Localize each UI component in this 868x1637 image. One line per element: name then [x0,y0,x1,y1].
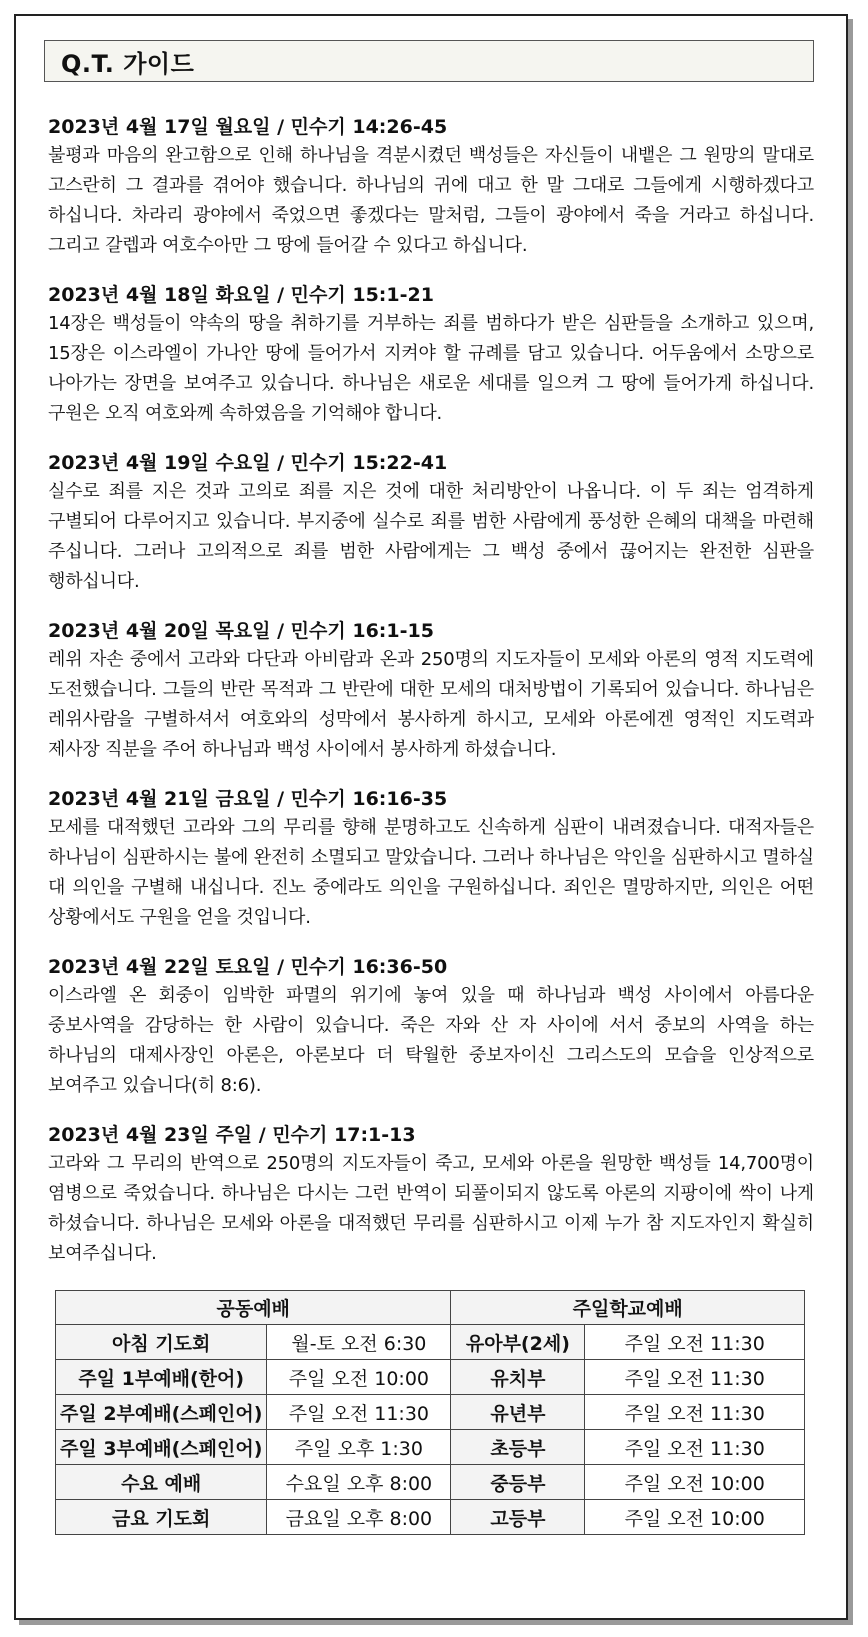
entry-title: 2023년 4월 22일 토요일 / 민수기 16:36-50 [48,956,448,978]
service-time: 주일 오후 1:30 [267,1430,451,1465]
table-row [56,1395,805,1430]
entry-title: 2023년 4월 17일 월요일 / 민수기 14:26-45 [48,116,448,138]
school-time: 주일 오전 11:30 [585,1430,805,1465]
table-row [56,1465,805,1500]
qt-entry [48,786,814,933]
entry-title: 2023년 4월 23일 주일 / 민수기 17:1-13 [48,1124,416,1146]
table-header-row [56,1291,805,1325]
service-time: 주일 오전 10:00 [267,1360,451,1395]
table-row [56,1500,805,1535]
entry-body: 모세를 대적했던 고라와 그의 무리를 향해 분명하고도 신속하게 심판이 내려졌습니다. 대적자들은 하나님이 심판하시는 불에 완전히 소멸되고 말았습니다. 그러나 하나님은 악인을 심판하시고 멸하실 대 의인을 구별해 내십니다. 진노 중에라도 의인을 구원하십니다. 죄인은 멸망하지만, 의인은 어떤 상황에서도 구원을 얻을 것입니다. [48,817,814,928]
table-row [56,1430,805,1465]
section-title: Q.T. 가이드 [61,49,195,78]
table-header-common-worship: 공동예배 [56,1291,451,1325]
section-header [44,40,814,82]
service-name: 주일 1부예배(한어) [56,1360,267,1395]
entry-body: 이스라엘 온 회중이 임박한 파멸의 위기에 놓여 있을 때 하나님과 백성 사이에서 아름다운 중보사역을 감당하는 한 사람이 있습니다. 죽은 자와 산 자 사이에 서서 중보의 사역을 하는 하나님의 대제사장인 아론은, 아론보다 더 탁월한 중보자이신 그리스도의 모습을 인상적으로 보여주고 있습니다(히 8:6). [48,985,814,1096]
service-name: 금요 기도회 [56,1500,267,1535]
school-time: 주일 오전 10:00 [585,1465,805,1500]
school-name: 고등부 [451,1500,585,1535]
service-name: 아침 기도회 [56,1325,267,1360]
school-name: 유치부 [451,1360,585,1395]
entry-body: 고라와 그 무리의 반역으로 250명의 지도자들이 죽고, 모세와 아론을 원망한 백성들 14,700명이 염병으로 죽었습니다. 하나님은 다시는 그런 반역이 되풀이되지 않도록 아론의 지팡이에 싹이 나게 하셨습니다. 하나님은 모세와 아론을 대적했던 무리를 심판하시고 이제 누가 참 지도자인지 확실히 보여주십니다. [48,1153,814,1264]
entry-title: 2023년 4월 19일 수요일 / 민수기 15:22-41 [48,452,448,474]
qt-entries [48,114,814,1290]
entry-title: 2023년 4월 21일 금요일 / 민수기 16:16-35 [48,788,448,810]
service-name: 주일 3부예배(스페인어) [56,1430,267,1465]
school-name: 유년부 [451,1395,585,1430]
entry-body: 불평과 마음의 완고함으로 인해 하나님을 격분시켰던 백성들은 자신들이 내뱉은 그 원망의 말대로 고스란히 그 결과를 겪어야 했습니다. 하나님의 귀에 대고 한 말 그대로 그들에게 시행하겠다고 하십니다. 차라리 광야에서 죽었으면 좋겠다는 말처럼, 그들이 광야에서 죽을 거라고 하십니다. 그리고 갈렙과 여호수아만 그 땅에 들어갈 수 있다고 하십니다. [48,145,814,256]
school-name: 중등부 [451,1465,585,1500]
table-row [56,1325,805,1360]
worship-schedule-table [55,1290,805,1535]
entry-title: 2023년 4월 20일 목요일 / 민수기 16:1-15 [48,620,434,642]
service-name: 주일 2부예배(스페인어) [56,1395,267,1430]
qt-entry [48,282,814,429]
service-name: 수요 예배 [56,1465,267,1500]
school-time: 주일 오전 11:30 [585,1360,805,1395]
service-time: 주일 오전 11:30 [267,1395,451,1430]
qt-entry [48,450,814,597]
entry-body: 실수로 죄를 지은 것과 고의로 죄를 지은 것에 대한 처리방안이 나옵니다. 이 두 죄는 엄격하게 구별되어 다루어지고 있습니다. 부지중에 실수로 죄를 범한 사람에게 풍성한 은혜의 대책을 마련해 주십니다. 그러나 고의적으로 죄를 범한 사람에게는 그 백성 중에서 끊어지는 완전한 심판을 행하십니다. [48,481,814,592]
service-time: 수요일 오후 8:00 [267,1465,451,1500]
qt-entry [48,618,814,765]
school-name: 유아부(2세) [451,1325,585,1360]
entry-body: 레위 자손 중에서 고라와 다단과 아비람과 온과 250명의 지도자들이 모세와 아론의 영적 지도력에 도전했습니다. 그들의 반란 목적과 그 반란에 대한 모세의 대처방법이 기록되어 있습니다. 하나님은 레위사람을 구별하셔서 여호와의 성막에서 봉사하게 하시고, 모세와 아론에겐 영적인 지도력과 제사장 직분을 주어 하나님과 백성 사이에서 봉사하게 하셨습니다. [48,649,814,760]
service-time: 금요일 오후 8:00 [267,1500,451,1535]
entry-title: 2023년 4월 18일 화요일 / 민수기 15:1-21 [48,284,434,306]
school-time: 주일 오전 11:30 [585,1325,805,1360]
school-name: 초등부 [451,1430,585,1465]
service-time: 월-토 오전 6:30 [267,1325,451,1360]
school-time: 주일 오전 10:00 [585,1500,805,1535]
qt-entry [48,954,814,1101]
qt-entry [48,1122,814,1269]
school-time: 주일 오전 11:30 [585,1395,805,1430]
table-row [56,1360,805,1395]
qt-entry [48,114,814,261]
table-header-sunday-school: 주일학교예배 [451,1291,805,1325]
entry-body: 14장은 백성들이 약속의 땅을 취하기를 거부하는 죄를 범하다가 받은 심판들을 소개하고 있으며, 15장은 이스라엘이 가나안 땅에 들어가서 지켜야 할 규례를 담고 있습니다. 어두움에서 소망으로 나아가는 장면을 보여주고 있습니다. 하나님은 새로운 세대를 일으켜 그 땅에 들어가게 하십니다. 구원은 오직 여호와께 속하였음을 기억해야 합니다. [48,313,814,424]
